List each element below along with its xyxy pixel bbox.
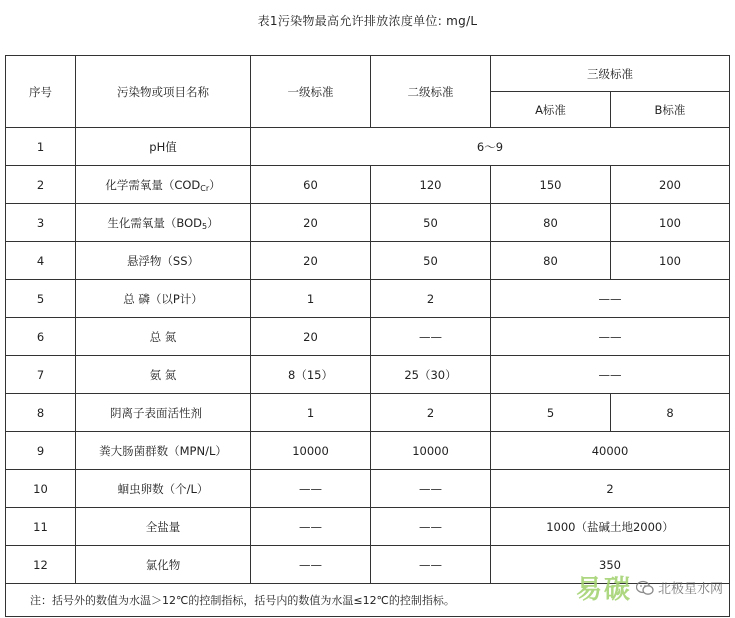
pollutant-name: 氨 氮 xyxy=(76,356,251,394)
table-row xyxy=(6,128,730,166)
grade3-value: 40000 xyxy=(491,432,730,470)
row-number: 2 xyxy=(6,166,76,204)
grade1-value: 1 xyxy=(251,394,371,432)
name-main: 化学需氧量（COD xyxy=(105,177,201,192)
grade1-value: 20 xyxy=(251,204,371,242)
table-row xyxy=(6,166,730,204)
grade2-value: 25（30） xyxy=(371,356,491,394)
row-number: 6 xyxy=(6,318,76,356)
pollutant-name xyxy=(76,204,251,242)
header-grade3-b: B标准 xyxy=(611,92,730,128)
row-number: 1 xyxy=(6,128,76,166)
name-main: 生化需氧量（BOD xyxy=(107,215,202,230)
table-row xyxy=(6,242,730,280)
grade1-value: 8（15） xyxy=(251,356,371,394)
pollutant-name: 氯化物 xyxy=(76,546,251,584)
grade3-value: 350 xyxy=(491,546,730,584)
emission-standard-table xyxy=(5,55,730,617)
pollutant-name: 总 磷（以P计） xyxy=(76,280,251,318)
grade2-value: —— xyxy=(371,508,491,546)
watermark-source: 北极星水网 xyxy=(657,582,723,597)
grade2-value: 50 xyxy=(371,204,491,242)
header-grade3-a: A标准 xyxy=(491,92,611,128)
table-row xyxy=(6,508,730,546)
header-name: 污染物或项目名称 xyxy=(76,56,251,128)
header-grade2: 二级标准 xyxy=(371,56,491,128)
grade1-value: 10000 xyxy=(251,432,371,470)
pollutant-name: 粪大肠菌群数（MPN/L） xyxy=(76,432,251,470)
grade2-value: 120 xyxy=(371,166,491,204)
table-title: 表1污染物最高允许排放浓度单位: mg/L xyxy=(257,14,478,28)
name-end: ） xyxy=(209,177,221,192)
name-subscript: 5 xyxy=(202,221,208,231)
grade1-value: 1 xyxy=(251,280,371,318)
pollutant-name: 悬浮物（SS） xyxy=(76,242,251,280)
row-number: 12 xyxy=(6,546,76,584)
grade1-value: —— xyxy=(251,470,371,508)
table-row xyxy=(6,432,730,470)
grade2-value: —— xyxy=(371,470,491,508)
table-row xyxy=(6,356,730,394)
pollutant-name: 阴离子表面活性剂 xyxy=(76,394,251,432)
row-number: 7 xyxy=(6,356,76,394)
header-grade1: 一级标准 xyxy=(251,56,371,128)
grade3-value: —— xyxy=(491,318,730,356)
table-note: 注：括号外的数值为水温＞12℃的控制指标，括号内的数值为水温≤12℃的控制指标。 xyxy=(6,584,730,617)
row-number: 4 xyxy=(6,242,76,280)
table-row xyxy=(6,394,730,432)
grade1-value: 60 xyxy=(251,166,371,204)
grade1-value: 20 xyxy=(251,242,371,280)
name-subscript: Cr xyxy=(200,183,210,193)
grade3a-value: 5 xyxy=(491,394,611,432)
table-row xyxy=(6,470,730,508)
grade2-value: 2 xyxy=(371,394,491,432)
wechat-icon xyxy=(636,573,654,603)
header-row xyxy=(6,56,730,92)
pollutant-name: 总 氮 xyxy=(76,318,251,356)
grade1-value: 20 xyxy=(251,318,371,356)
grade3a-value: 150 xyxy=(491,166,611,204)
grade3b-value: 100 xyxy=(611,204,730,242)
table-row xyxy=(6,318,730,356)
table-row xyxy=(6,204,730,242)
name-end: ） xyxy=(207,215,219,230)
grade3-value: —— xyxy=(491,280,730,318)
grade3b-value: 100 xyxy=(611,242,730,280)
table-row xyxy=(6,280,730,318)
header-grade3: 三级标准 xyxy=(491,56,730,92)
grade3-value: 1000（盐碱土地2000） xyxy=(491,508,730,546)
grade3-value: —— xyxy=(491,356,730,394)
grade3a-value: 80 xyxy=(491,204,611,242)
row-number: 11 xyxy=(6,508,76,546)
row-number: 9 xyxy=(6,432,76,470)
grade3-value: 2 xyxy=(491,470,730,508)
pollutant-name xyxy=(76,166,251,204)
grade2-value: 2 xyxy=(371,280,491,318)
watermark-brand: 易碳 xyxy=(575,575,632,605)
watermark xyxy=(576,569,723,606)
grade3a-value: 80 xyxy=(491,242,611,280)
row-number: 3 xyxy=(6,204,76,242)
grade2-value: —— xyxy=(371,318,491,356)
grade1-value: —— xyxy=(251,546,371,584)
row-number: 5 xyxy=(6,280,76,318)
pollutant-name: pH值 xyxy=(76,128,251,166)
row-number: 10 xyxy=(6,470,76,508)
grade2-value: 10000 xyxy=(371,432,491,470)
row-number: 8 xyxy=(6,394,76,432)
pollutant-name: 蛔虫卵数（个/L） xyxy=(76,470,251,508)
grade2-value: 50 xyxy=(371,242,491,280)
grade3b-value: 8 xyxy=(611,394,730,432)
grade3b-value: 200 xyxy=(611,166,730,204)
grade2-value: —— xyxy=(371,546,491,584)
limit-value: 6～9 xyxy=(251,128,730,166)
grade1-value: —— xyxy=(251,508,371,546)
pollutant-name: 全盐量 xyxy=(76,508,251,546)
header-seq: 序号 xyxy=(6,56,76,128)
